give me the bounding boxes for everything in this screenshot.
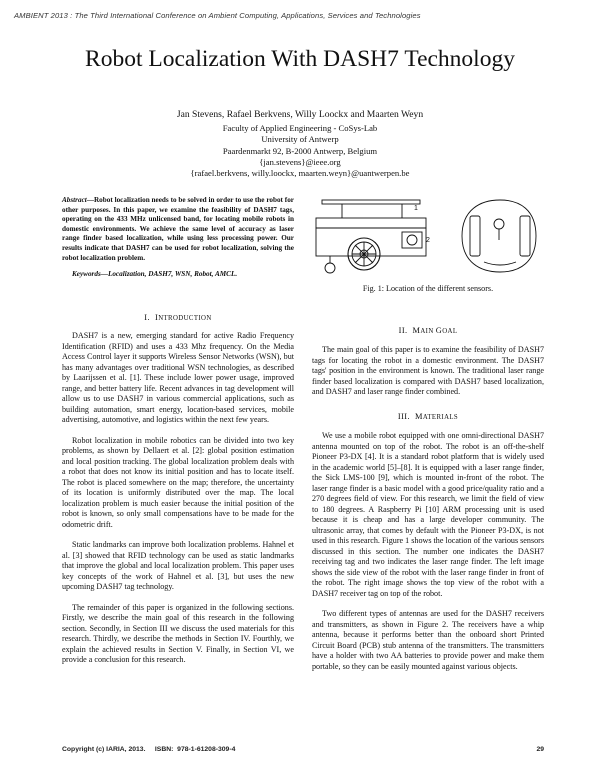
robot-diagram: [312, 196, 544, 278]
keywords: [62, 270, 294, 280]
abstract: [62, 196, 294, 263]
affiliation-address: Paardenmarkt 92, B-2000 Antwerp, Belgium: [222, 145, 378, 156]
robot-side-view: [316, 200, 426, 273]
materials-paragraph-2: Two different types of antennas are used for the DASH7 receivers and transmitters, as shown in Figure 2. The receivers have a whip antenna, because it performs better than the onboard short Printed Circuit Board (PCB) stub antenna of the transmitters. The transmitters have a holder with two AA batteries to provide power and make them portable, so they can be easily mounted against various objects.: [312, 609, 544, 671]
section-heading-materials: [312, 412, 544, 424]
section-rest: NTRODUCTION: [158, 314, 212, 322]
section-heading-introduction: [62, 313, 294, 325]
section-rest: ATERIALS: [422, 413, 459, 421]
affiliation-block: [0, 123, 600, 179]
affiliation-email-2: {rafael.berkvens, willy.loockx, maarten.weyn}@uantwerpen.be: [190, 168, 410, 179]
section-heading-main-goal: [312, 326, 544, 338]
section-numeral: II.: [398, 325, 408, 335]
intro-paragraph-1: DASH7 is a new, emerging standard for active Radio Frequency Identification (RFID) and uses a 433 Mhz frequency. On the Media Access Control layer it supports Wireless Sensor Networks (WSN), but has many advantages over traditional WSN technologies, as described by Laarijssen et al. [1]. These include lower power usage, improved range, and better battery life. Recent advances in tag development will allow us to use DASH7 in various commercial applications, such as building automation, smart energy, location-based services, mobile advertising, automotive, and logistics within the next few years.: [62, 331, 294, 425]
robot-top-view: [462, 200, 536, 272]
intro-paragraph-3: Static landmarks can improve both localization problems. Hahnel et al. [3] showed that RFID technology can be used as static landmarks that improve the global and local localization problem. This paper uses key concepts of the work of Hahnel et al. [3], but uses the new upcoming DASH7 tag technology.: [62, 540, 294, 592]
affiliation-university: University of Antwerp: [261, 134, 339, 145]
main-goal-paragraph: The main goal of this paper is to examine the feasibility of DASH7 tags for locating the robot in a domestic environment. The DASH7 tags' position in the environment is known. The traditional laser range finder based localization is compared with DASH7 based localization, and DASH7 and laser range finder combined.: [312, 345, 544, 396]
abstract-text: —Robot localization needs to be solved in order to use the robot for other purposes. In this paper, we examine the feasibility of DASH7 tags, operating on the 433 MHz unlicensed band, for locating mobile robots in domestic environments. We achieve the same level of accuracy as laser range finder based localization, while using less processing power. Our results indicate that DASH7 can be used for robot localization, solving the robot localization problem.: [62, 196, 294, 262]
intro-paragraph-4: The remainder of this paper is organized in the following sections. Firstly, we describe the main goal of this research in the following section. Secondly, in Section III we discuss the used materials for this research. Thirdly, we describe the methods in Section IV. Fourthly, we explain the achieved results in Section V. Finally, in Section VI, we provide a conclusion for this research.: [62, 602, 294, 665]
materials-paragraph-1: We use a mobile robot equipped with one omni-directional DASH7 antenna mounted on top of the robot. The robot is an off-the-shelf Pioneer P3-DX [4]. It is a standard robot platform that is widely used in the academic world [5]–[8]. It is equipped with a laser range finder, the Sick LMS-100 [9], which is mounted in-front of the robot. The laser range finder is a basic model with a good price/quality ratio and a 270 degrees field of view. For this research, we limit the field of view to 180 degrees. A Raspberry Pi [10] ARM processing unit is used because it is cheap and has a large developer community. The ultrasonic array, that comes by default with the Pioneer P3-DX, is not used in this research. Figure 1 shows the location of the various sensors discussed in this section. The number one indicates the DASH7 receiving tag and two indicates the laser range finder. The left image shows the side view of the robot with the laser range finder in front of the robot. The right image shows the top view of the robot with a DASH7 receiver tag on top of the robot.: [312, 431, 544, 598]
conference-header: AMBIENT 2013 : The Third International Conference on Ambient Computing, Applications, Services and Technologies: [14, 11, 421, 20]
author-list: Jan Stevens, Rafael Berkvens, Willy Loockx and Maarten Weyn: [176, 109, 424, 120]
paper-title: Robot Localization With DASH7 Technology: [85, 46, 515, 72]
footer-page-number: 29: [536, 746, 544, 753]
keywords-text: —Localization, DASH7, WSN, Robot, AMCL.: [100, 270, 238, 279]
laser-range-finder: [402, 232, 422, 248]
abstract-label: Abstract: [62, 196, 87, 204]
section-second-letter: G: [435, 325, 443, 335]
section-first-letter: M: [412, 325, 421, 335]
affiliation-email-1: {jan.stevens}@ieee.org: [259, 156, 341, 167]
section-numeral: III.: [397, 411, 410, 421]
section-rest-2: OAL: [442, 327, 458, 335]
right-column: [312, 196, 544, 672]
section-first-letter: I: [154, 312, 159, 322]
marker-label-2: 2: [426, 237, 430, 244]
section-numeral: I.: [144, 312, 150, 322]
figure-robot-sensors: [312, 196, 544, 274]
section-first-letter: M: [414, 411, 423, 421]
dash7-tag: [494, 219, 504, 229]
keywords-label: Keywords: [72, 270, 101, 279]
affiliation-faculty: Faculty of Applied Engineering - CoSys-Lab: [222, 123, 378, 133]
caster-wheel: [325, 263, 335, 273]
figure-caption: Fig. 1: Location of the different sensors.: [362, 284, 494, 293]
section-rest: AIN: [420, 327, 436, 335]
marker-label-1: 1: [414, 205, 418, 212]
footer-copyright: Copyright (c) IARIA, 2013. ISBN: 978-1-61208-309-4: [62, 746, 236, 753]
left-column: [62, 196, 294, 666]
intro-paragraph-2: Robot localization in mobile robotics can be divided into two key problems, as shown by Dellaert et al. [2]: global position estimation and local position tracking. The global localization problem deals with a robot that does not know its initial position and has to locate itself. The robot is placed somewhere on the map; therefore, the uncertainty of its location is uniformly distributed over the map. The local localization problem is much easier because the initial position of the robot is known, so only small compensations have to be made for the odometric drift.: [62, 435, 294, 529]
laser-mount-plate: [322, 200, 420, 204]
